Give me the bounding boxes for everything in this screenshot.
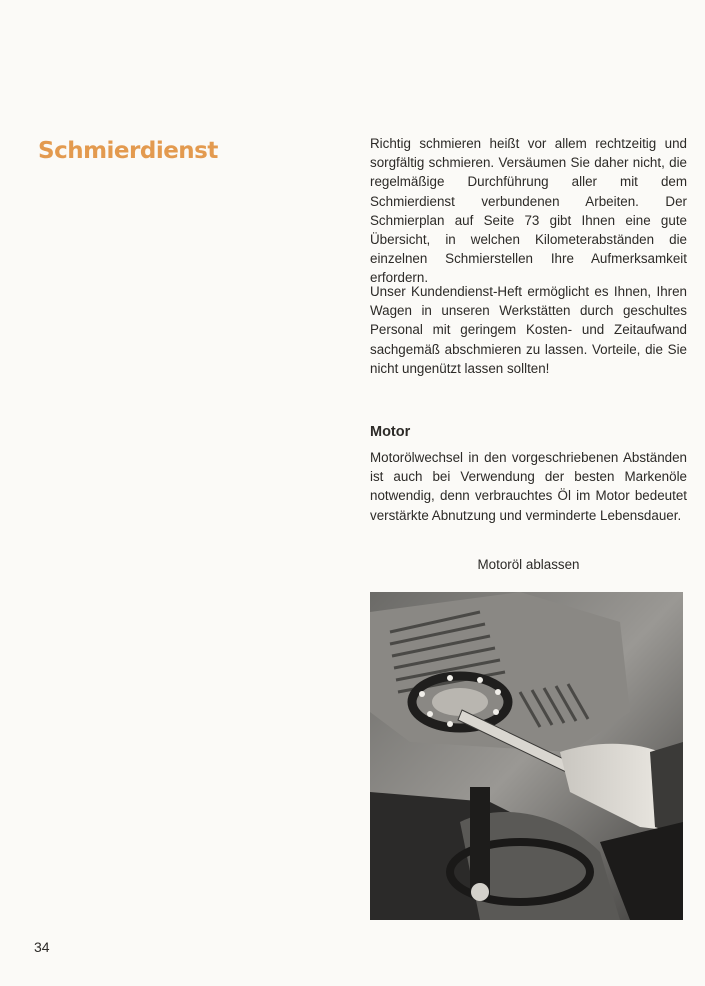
engine-photo-illustration	[370, 592, 683, 920]
engine-oil-drain-photo	[370, 592, 683, 920]
intro-paragraph-2: Unser Kundendienst-Heft ermöglicht es Ihnen, Ihren Wagen in unseren Werkstätten durch geschultes Personal mit geringem Kosten- und Zeitaufwand sachgemäß abschmieren zu lassen. Vorteile, die Sie nicht ungenützt lassen sollten!	[370, 284, 687, 376]
section-heading-motor: Motor	[370, 424, 411, 440]
photo-caption: Motoröl ablassen	[477, 557, 580, 572]
motor-paragraph: Motorölwechsel in den vorgeschriebenen Abständen ist auch bei Verwendung der besten Markenöle notwendig, denn verbrauchtes Öl im Motor bedeutet verstärkte Abnutzung und verminderte Lebensdauer.	[370, 450, 687, 523]
intro-paragraph-1: Richtig schmieren heißt vor allem rechtzeitig und sorgfältig schmieren. Versäumen Sie daher nicht, die regelmäßige Durchführung aller mit dem Schmierdienst verbundenen Arbeiten. Der Schmierplan auf Seite 73 gibt Ihnen eine gute Übersicht, in welchen Kilometerabständen die einzelnen Schmierstellen Ihre Aufmerksamkeit erfordern.	[370, 136, 687, 286]
page-number: 34	[34, 939, 50, 955]
page-title: Schmierdienst	[38, 138, 218, 164]
